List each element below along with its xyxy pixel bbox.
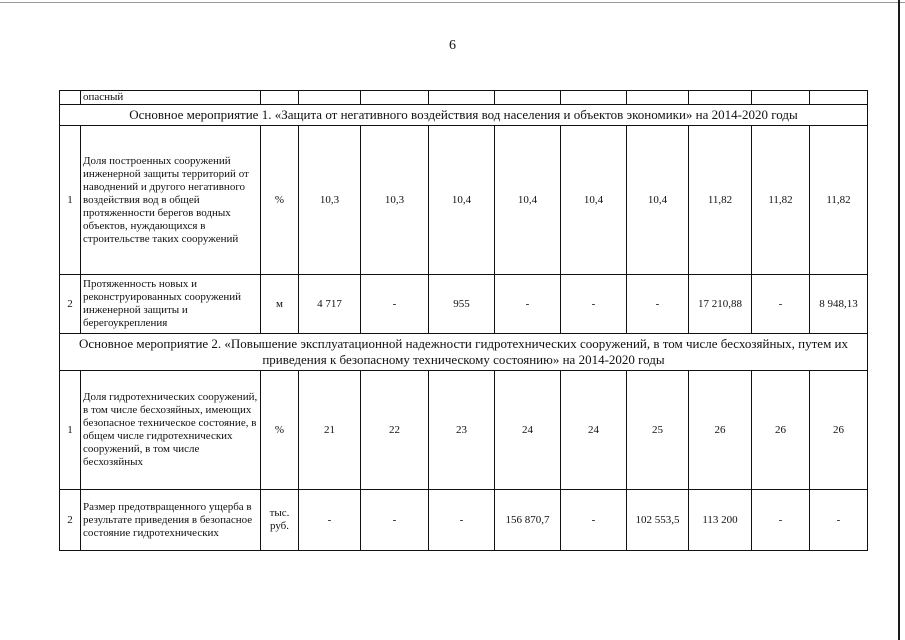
table-row [60,91,868,105]
section-header-row [60,105,868,126]
value-cell: 26 [689,371,752,490]
value-cell: - [752,275,810,334]
row-number-cell [60,91,81,105]
value-cell: - [495,275,561,334]
row-number-cell: 1 [60,126,81,275]
value-cell: - [752,490,810,551]
value-cell [299,91,361,105]
section-header-row [60,334,868,371]
value-cell: - [361,490,429,551]
indicators-table [59,90,868,551]
value-cell: 24 [561,371,627,490]
value-cell [495,91,561,105]
value-cell: 11,82 [810,126,868,275]
page-number: 6 [449,38,456,53]
value-cell [361,91,429,105]
scan-edge-top [0,2,905,3]
value-cell: - [429,490,495,551]
scan-edge-right [898,0,900,640]
value-cell: 10,3 [299,126,361,275]
value-cell: - [299,490,361,551]
unit-cell [261,91,299,105]
value-cell: 23 [429,371,495,490]
value-cell: 8 948,13 [810,275,868,334]
value-cell: - [361,275,429,334]
value-cell: 156 870,7 [495,490,561,551]
value-cell [810,91,868,105]
value-cell: 24 [495,371,561,490]
value-cell: - [627,275,689,334]
section-title: Основное мероприятие 1. «Защита от негативного воздействия вод населения и объектов экономики» на 2014-2020 годы [60,105,868,126]
value-cell: 11,82 [689,126,752,275]
row-number-cell: 1 [60,371,81,490]
value-cell: 102 553,5 [627,490,689,551]
value-cell: 26 [810,371,868,490]
section-title: Основное мероприятие 2. «Повышение эксплуатационной надежности гидротехнических сооружений, в том числе бесхозяйных, путем их приведения к безопасному техническому состоянию» на 2014-2020 годы [60,334,868,371]
value-cell: 26 [752,371,810,490]
table-row [60,126,868,275]
value-cell: - [561,275,627,334]
value-cell: 17 210,88 [689,275,752,334]
unit-cell: % [261,126,299,275]
indicator-cell: Размер предотвращенного ущерба в результате приведения в безопасное состояние гидротехнических [81,490,261,551]
indicator-cell: Протяженность новых и реконструированных сооружений инженерной защиты и берегоукрепления [81,275,261,334]
table-row [60,275,868,334]
value-cell [561,91,627,105]
unit-cell: % [261,371,299,490]
value-cell: 25 [627,371,689,490]
indicator-cell: опасный [81,91,261,105]
value-cell: 10,3 [361,126,429,275]
value-cell [752,91,810,105]
unit-cell: тыс. руб. [261,490,299,551]
table-row [60,490,868,551]
value-cell: 10,4 [429,126,495,275]
value-cell: - [561,490,627,551]
indicator-cell: Доля гидротехнических сооружений, в том числе бесхозяйных, имеющих безопасное техническое состояние, в общем числе гидротехнических сооружений, в том числе бесхозяйных [81,371,261,490]
value-cell: 21 [299,371,361,490]
indicator-cell: Доля построенных сооружений инженерной защиты территорий от наводнений и другого негативного воздействия вод в общей протяженности берегов водных объектов, нуждающихся в строительстве таких сооружений [81,126,261,275]
value-cell: - [810,490,868,551]
value-cell [429,91,495,105]
value-cell: 10,4 [495,126,561,275]
row-number-cell: 2 [60,490,81,551]
value-cell: 955 [429,275,495,334]
value-cell: 4 717 [299,275,361,334]
value-cell [627,91,689,105]
unit-cell: м [261,275,299,334]
value-cell: 113 200 [689,490,752,551]
table-row [60,371,868,490]
value-cell: 10,4 [627,126,689,275]
value-cell: 22 [361,371,429,490]
value-cell [689,91,752,105]
row-number-cell: 2 [60,275,81,334]
value-cell: 10,4 [561,126,627,275]
value-cell: 11,82 [752,126,810,275]
